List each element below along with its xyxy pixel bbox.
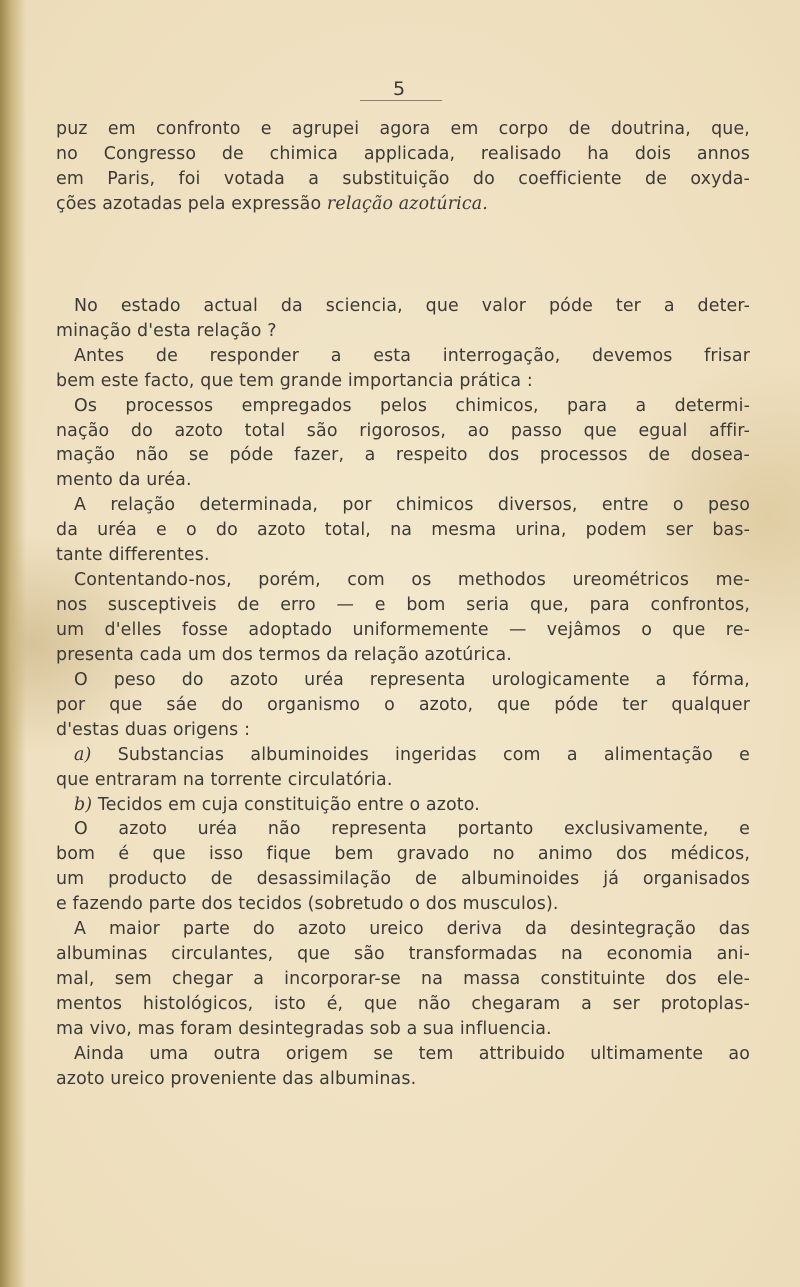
text-line: albuminas circulantes, que são transformadas na economia ani- — [56, 943, 750, 964]
text-line: no Congresso de chimica applicada, realisado ha dois annos — [56, 143, 750, 164]
text-line: A maior parte do azoto ureico deriva da desintegração das — [74, 919, 750, 940]
text-line: um producto de desassimilação de albuminoides já organisados — [56, 869, 750, 890]
text-line: ma vivo, mas foram desintegradas sob a sua influencia. — [56, 1018, 552, 1039]
text-line: Ainda uma outra origem se tem attribuido ultimamente ao — [74, 1043, 750, 1064]
text-line: da uréa e o do azoto total, na mesma urina, podem ser bas- — [56, 520, 750, 541]
text-line: minação d'esta relação ? — [56, 320, 277, 341]
text-line: em Paris, foi votada a substituição do coefficiente de oxyda- — [56, 168, 750, 189]
text-line: azoto ureico proveniente das albuminas. — [56, 1068, 417, 1089]
list-item-a — [56, 743, 750, 768]
text-line — [56, 192, 750, 217]
list-item-b-text: Tecidos em cuja constituição entre o azoto. — [92, 794, 480, 815]
text-line: mento da uréa. — [56, 470, 192, 491]
text-line: No estado actual da sciencia, que valor póde ter a deter- — [74, 296, 750, 316]
page-binding-edge — [0, 0, 26, 1287]
list-item-a-text: Substancias albuminoides ingeridas com a alimentação e — [91, 744, 750, 765]
text-line: A relação determinada, por chimicos diversos, entre o peso — [74, 495, 750, 516]
text-line: que entraram na torrente circulatória. — [56, 769, 393, 790]
text-line: mação não se póde fazer, a respeito dos processos de dosea- — [56, 445, 750, 466]
text-line: tante differentes. — [56, 545, 210, 566]
page-number: 5 — [393, 78, 406, 100]
text-line: Os processos empregados pelos chimicos, para a determi- — [74, 395, 750, 416]
text-line: e fazendo parte dos tecidos (sobretudo o dos musculos). — [56, 894, 559, 915]
paragraph-2 — [56, 294, 750, 668]
text-line: um d'elles fosse adoptado uniformemente — vejâmos o que re- — [56, 619, 750, 640]
text-segment: ções azotadas pela expressão — [56, 193, 327, 214]
paragraph-3 — [56, 668, 750, 1091]
text-line: puz em confronto e agrupei agora em corpo de doutrina, que, — [56, 119, 750, 139]
text-line: nação do azoto total são rigorosos, ao passo que egual affir- — [56, 420, 750, 441]
page-number-rule — [360, 100, 442, 101]
text-line: bom é que isso fique bem gravado no animo dos médicos, — [56, 844, 750, 865]
list-marker-a: a) — [74, 744, 92, 765]
list-item-b — [56, 793, 750, 818]
text-line: d'estas duas origens : — [56, 719, 251, 740]
text-line: por que sáe do organismo o azoto, que póde ter qualquer — [56, 694, 750, 715]
text-line: mentos histológicos, isto é, que não chegaram a ser protoplas- — [56, 993, 750, 1014]
paragraph-1 — [56, 117, 750, 217]
text-line: Contentando-nos, porém, com os methodos ureométricos me- — [74, 569, 750, 590]
text-line: O peso do azoto uréa representa urologicamente a fórma, — [74, 670, 750, 690]
emphasized-term: relação azotúrica. — [326, 193, 488, 214]
text-line: bem este facto, que tem grande importancia prática : — [56, 370, 533, 391]
list-marker-b: b) — [74, 794, 93, 815]
text-line: O azoto uréa não representa portanto exclusivamente, e — [74, 819, 750, 840]
text-line: nos susceptiveis de erro — e bom seria que, para confrontos, — [56, 594, 750, 615]
text-line: mal, sem chegar a incorporar-se na massa constituinte dos ele- — [56, 968, 750, 989]
text-line: Antes de responder a esta interrogação, devemos frisar — [74, 345, 750, 366]
text-line: presenta cada um dos termos da relação azotúrica. — [56, 644, 512, 665]
